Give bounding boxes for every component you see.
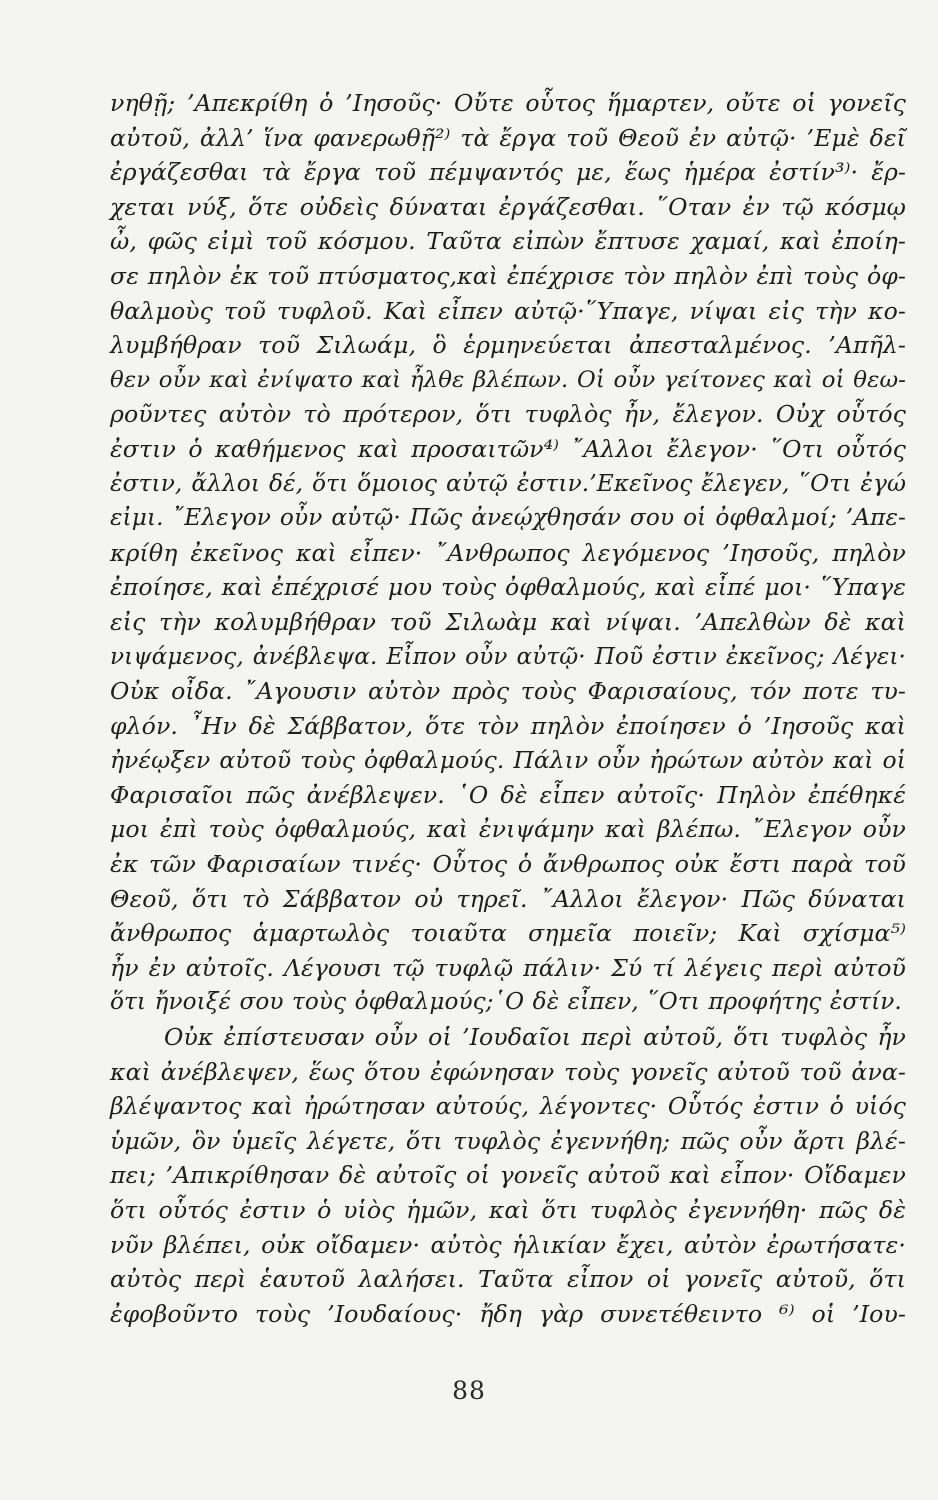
page-number: 88	[452, 1376, 486, 1405]
text-line: ὦ, φῶς εἰμὶ τοῦ κόσμου. Ταῦτα εἰπὼν ἔπτυσε χαμαί, καὶ ἐποίη-	[110, 227, 906, 256]
text-line: ἐστιν, ἄλλοι δέ, ὅτι ὅμοιος αὐτῷ ἐστιν.’Εκεῖνος ἔλεγεν, ῞Οτι ἐγώ	[110, 469, 906, 497]
text-line: ἄνθρωπος ἁμαρτωλὸς τοιαῦτα σημεῖα ποιεῖν; Καὶ σχίσμα⁵⁾	[110, 919, 906, 948]
text-line: βλέψαντος καὶ ἠρώτησαν αὐτούς, λέγοντες· Οὗτός ἐστιν ὁ υἱός	[110, 1092, 906, 1121]
text-line: αὐτὸς περὶ ἑαυτοῦ λαλήσει. Ταῦτα εἶπον οἱ γονεῖς αὐτοῦ, ὅτι	[110, 1265, 906, 1294]
text-line: ἐποίησε, καὶ ἐπέχρισέ μου τοὺς ὀφθαλμούς, καὶ εἶπέ μοι· ῞Υπαγε	[110, 573, 906, 602]
text-line: καὶ ἀνέβλεψεν, ἕως ὅτου ἐφώνησαν τοὺς γονεῖς αὐτοῦ τοῦ ἀνα-	[110, 1057, 906, 1086]
text-line: αὐτοῦ, ἀλλ’ ἵνα φανερωθῇ²⁾ τὰ ἔργα τοῦ Θεοῦ ἐν αὐτῷ· ’Εμὲ δεῖ	[110, 123, 906, 152]
text-line: μοι ἐπὶ τοὺς ὀφθαλμούς, καὶ ἐνιψάμην καὶ βλέπω. ῎Ελεγον οὖν	[110, 815, 906, 844]
text-line: ἐργάζεσθαι τὰ ἔργα τοῦ πέμψαντός με, ἕως ἡμέρα ἐστίν³⁾· ἔρ-	[110, 158, 906, 187]
paragraph-last-line: ὅτι ἤνοιξέ σου τοὺς ὀφθαλμούς;῾Ο δὲ εἶπεν, ῞Οτι προφήτης ἐστίν.	[110, 989, 902, 1016]
text-line: ἐκ τῶν Φαρισαίων τινές· Οὗτος ὁ ἄνθρωπος οὐκ ἔστι παρὰ τοῦ	[110, 850, 906, 879]
text-line: νῦν βλέπει, οὐκ οἴδαμεν· αὐτὸς ἡλικίαν ἔχει, αὐτὸν ἐρωτήσατε·	[110, 1230, 906, 1259]
text-line: νηθῇ; ’Απεκρίθη ὁ ’Ιησοῦς· Οὔτε οὗτος ἥμαρτεν, οὔτε οἱ γονεῖς	[110, 89, 906, 117]
text-line: πει; ’Απικρίθησαν δὲ αὐτοῖς οἱ γονεῖς αὐτοῦ καὶ εἶπον· Οἴδαμεν	[110, 1161, 906, 1190]
text-line: ἐστιν ὁ καθήμενος καὶ προσαιτῶν⁴⁾ ῎Αλλοι ἔλεγον· ῞Οτι οὗτός	[110, 434, 906, 463]
text-line: χεται νύξ, ὅτε οὐδεὶς δύναται ἐργάζεσθαι. ῞Οταν ἐν τῷ κόσμῳ	[110, 192, 906, 221]
text-line: Φαρισαῖοι πῶς ἀνέβλεψεν. ῾Ο δὲ εἶπεν αὐτοῖς· Πηλὸν ἐπέθηκέ	[110, 780, 906, 809]
text-line: Θεοῦ, ὅτι τὸ Σάββατον οὐ τηρεῖ. ῎Αλλοι ἔλεγον· Πῶς δύναται	[110, 884, 906, 913]
text-line: Οὐκ οἶδα. ῎Αγουσιν αὐτὸν πρὸς τοὺς Φαρισαίους, τόν ποτε τυ-	[110, 677, 906, 706]
text-line: θαλμοὺς τοῦ τυφλοῦ. Καὶ εἶπεν αὐτῷ·῞Υπαγε, νίψαι εἰς τὴν κο-	[110, 296, 906, 325]
body-text	[110, 86, 906, 1331]
text-line: ἠνέῳξεν αὐτοῦ τοὺς ὀφθαλμούς. Πάλιν οὖν ἠρώτων αὐτὸν καὶ οἱ	[110, 746, 906, 775]
text-line: εἰς τὴν κολυμβήθραν τοῦ Σιλωὰμ καὶ νίψαι. ’Απελθὼν δὲ καὶ	[110, 607, 906, 636]
paragraph-first-line: Οὐκ ἐπίστευσαν οὖν οἱ ’Ιουδαῖοι περὶ αὐτοῦ, ὅτι τυφλὸς ἦν	[164, 1023, 906, 1052]
text-line: ἐφοβοῦντο τοὺς ’Ιουδαίους· ἤδη γὰρ συνετέθειντο ⁶⁾ οἱ ’Ιου-	[110, 1299, 906, 1328]
text-line: λυμβήθραν τοῦ Σιλωάμ, ὃ ἑρμηνεύεται ἀπεσταλμένος. ’Απῆλ-	[110, 331, 906, 360]
text-line: σε πηλὸν ἐκ τοῦ πτύσματος,καὶ ἐπέχρισε τὸν πηλὸν ἐπὶ τοὺς ὀφ-	[110, 261, 906, 290]
text-line: κρίθη ἐκεῖνος καὶ εἶπεν· ῎Ανθρωπος λεγόμενος ’Ιησοῦς, πηλὸν	[110, 538, 906, 567]
text-line: ὅτι οὗτός ἐστιν ὁ υἱὸς ἡμῶν, καὶ ὅτι τυφλὸς ἐγεννήθη· πῶς δὲ	[110, 1196, 906, 1224]
text-line: ὑμῶν, ὃν ὑμεῖς λέγετε, ὅτι τυφλὸς ἐγεννήθη; πῶς οὖν ἄρτι βλέ-	[110, 1126, 906, 1155]
text-line: θεν οὖν καὶ ἐνίψατο καὶ ἦλθε βλέπων. Οἱ οὖν γείτονες καὶ οἱ θεω-	[110, 366, 906, 393]
text-line: ἦν ἐν αὐτοῖς. Λέγουσι τῷ τυφλῷ πάλιν· Σύ τί λέγεις περὶ αὐτοῦ	[110, 953, 906, 982]
text-line: φλόν. ῏Ην δὲ Σάββατον, ὅτε τὸν πηλὸν ἐποίησεν ὁ ’Ιησοῦς καὶ	[110, 711, 906, 740]
text-line: εἰμι. ῎Ελεγον οὖν αὐτῷ· Πῶς ἀνεῴχθησάν σου οἱ ὀφθαλμοί; ’Απε-	[110, 504, 906, 532]
text-line: ροῦντες αὐτὸν τὸ πρότερον, ὅτι τυφλὸς ἦν, ἔλεγον. Οὐχ οὗτός	[110, 400, 906, 429]
text-line: νιψάμενος, ἀνέβλεψα. Εἶπον οὖν αὐτῷ· Ποῦ ἐστιν ἐκεῖνος; Λέγει·	[110, 642, 906, 670]
